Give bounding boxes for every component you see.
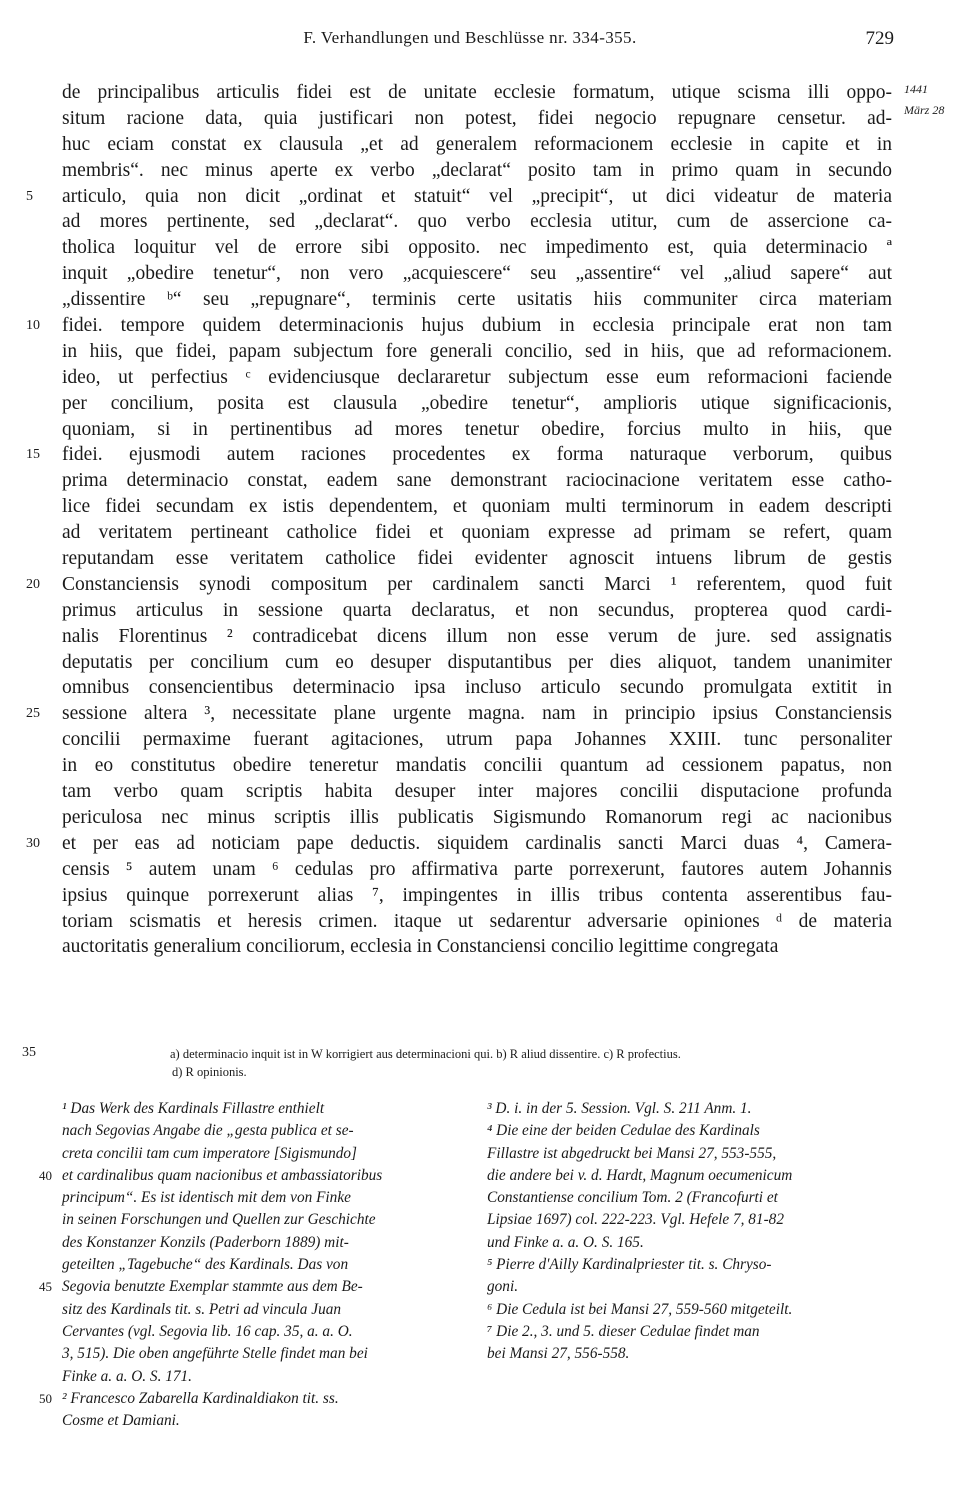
footnote-line: 3, 515). Die oben angeführte Stelle findet man bei xyxy=(62,1345,368,1363)
text-line: per concilium, posita est clausula „obedire tenetur“, amplioris utique significacionis, xyxy=(62,392,892,414)
text-line: membris“. nec minus aperte ex verbo „declarat“ posito tam in primo quam in secundo xyxy=(62,159,892,181)
line-number: 10 xyxy=(26,318,40,334)
line-number: 5 xyxy=(26,188,33,204)
footnote-line: in seinen Forschungen und Quellen zur Geschichte xyxy=(62,1211,376,1229)
text-line: Constanciensis synodi compositum per cardinalem sancti Marci ¹ referentem, quod fuit 20 xyxy=(62,572,892,598)
margin-date: März 28 xyxy=(904,103,945,117)
page-header xyxy=(0,28,960,58)
line-number: 20 xyxy=(26,576,40,592)
footnote-line: et cardinalibus quam nacionibus et ambassiatoribus 40 xyxy=(62,1165,462,1187)
text-line: situm racione data, quia justificari non potest, fidei negocio repugnare censetur. ad- xyxy=(62,107,892,129)
footnote-line: geteilten „Tagebuche“ des Kardinals. Das von xyxy=(62,1256,349,1274)
text-line: sessione altera ³, necessitate plane urgente magna. nam in principio ipsius Constanciensis 25 xyxy=(62,701,892,727)
footnote-line: ³ D. i. in der 5. Session. Vgl. S. 211 Anm. 1. xyxy=(487,1100,752,1117)
text-line: lice fidei secundam ex istis dependentem, et quoniam multi terminorum in eadem descripti xyxy=(62,496,892,518)
footnote-line: die andere bei v. d. Hardt, Magnum oecumenicum xyxy=(487,1166,793,1184)
text-line: ad veritatem pertineant catholice fidei et quoniam expresse ad primam se refert, quam xyxy=(62,522,892,544)
text-line: fidei. tempore quidem determinacionis hujus dubium in ecclesia principale erat non tam 10 xyxy=(62,313,892,339)
footnote-line: Cervantes (vgl. Segovia lib. 16 cap. 35, a. a. O. xyxy=(62,1322,353,1340)
text-line: inquit „obedire tenetur“, non vero „acquiescere“ seu „assentire“ vel „aliud sapere“ aut xyxy=(62,263,892,285)
footnote-line: principum“. Es ist identisch mit dem von Finke xyxy=(62,1189,351,1207)
text-line: periculosa nec minus scriptis illis publicatis Sigismundo Romanorum regi ac nacionibus xyxy=(62,806,892,828)
text-line: fidei. ejusmodi autem raciones procedentes ex forma naturaque verborum, quibus 15 xyxy=(62,442,892,468)
footnote-line: bei Mansi 27, 556-558. xyxy=(487,1345,630,1363)
text-line: toriam scismatis et heresis crimen. itaque ut sedarentur adversarie opiniones ᵈ de materia xyxy=(62,910,892,932)
line-number: 30 xyxy=(26,835,40,851)
footnote-line: Lipsiae 1697) col. 222-223. Vgl. Hefele 7, 81-82 xyxy=(487,1211,784,1229)
text-line: tholica loquitur vel de errore sibi opposito. nec impedimento est, quia determinacio ª xyxy=(62,237,892,259)
text-line: censis ⁵ autem unam ⁶ cedulas pro affirmativa parte porrexerunt, fautores autem Johannis xyxy=(62,858,892,880)
text-line: prima determinacio constat, eadem sane demonstrant raciocinacione veritatem esse catho- xyxy=(62,470,892,492)
footnote-line: ⁴ Die eine der beiden Cedulae des Kardinals xyxy=(487,1122,760,1140)
footnote-line: des Konstanzer Konzils (Paderborn 1889) mit- xyxy=(62,1233,349,1251)
text-line: huc eciam constat ex clausula „et ad generalem reformacionem ecclesie in capite et in xyxy=(62,133,892,155)
text-line: de principalibus articulis fidei est de unitate ecclesie formatum, utique scisma illi oppo- xyxy=(62,82,892,103)
running-head: F. Verhandlungen und Beschlüsse nr. 334-355. xyxy=(303,28,637,47)
text-line: concilii permaxime fuerant agitaciones, utrum papa Johannes XXIII. tunc personaliter xyxy=(62,729,892,751)
line-number: 15 xyxy=(26,447,40,463)
apparatus-line: d) R opinionis. xyxy=(172,1065,247,1079)
footnote-line: Cosme et Damiani. xyxy=(62,1412,180,1430)
text-line: ad mores pertinente, sed „declarat“. quo verbo ecclesia utitur, cum de assercione ca- xyxy=(62,211,892,233)
critical-apparatus xyxy=(170,1045,900,1081)
text-line: in eo constitutus obedire teneretur mandatis concilii quantum ad cessionem papatus, non xyxy=(62,755,892,777)
main-text-block xyxy=(26,80,892,960)
text-line: tam verbo quam scriptis habita desuper inter majores concilii disputacione profunda xyxy=(62,781,892,803)
footnote-line: nach Segovias Angabe die „gesta publica et se- xyxy=(62,1122,354,1140)
footnote-line: ⁵ Pierre d'Ailly Kardinalpriester tit. s. Chryso- xyxy=(487,1256,772,1274)
footnote-line: ⁶ Die Cedula ist bei Mansi 27, 559-560 mitgeteilt. xyxy=(487,1300,793,1318)
footnote-line: und Finke a. a. O. S. 165. xyxy=(487,1233,644,1251)
text-line: reputandam esse veritatem catholice fidei evidenter agnoscit intuens librum de gestis xyxy=(62,548,892,570)
footnote-line: Segovia benutzte Exemplar stammte aus dem Be- 45 xyxy=(62,1276,462,1298)
text-line: et per eas ad noticiam pape deductis. siquidem cardinalis sancti Marci duas ⁴, Camera- 30 xyxy=(62,831,892,857)
text-line: „dissentire ᵇ“ seu „repugnare“, terminis certe usitatis hiis communiter circa materiam xyxy=(62,289,892,311)
margin-year: 1441 xyxy=(904,82,928,96)
footnote-line: ² Francesco Zabarella Kardinaldiakon tit. ss. 50 xyxy=(62,1388,462,1410)
footnote-line: sitz des Kardinals tit. s. Petri ad vincula Juan xyxy=(62,1300,342,1318)
text-line: deputatis per concilium cum eo desuper disputantibus per dies aliquot, tandem unanimiter xyxy=(62,651,892,673)
text-line: ipsius quinque porrexerunt alias ⁷, impingentes in illis tribus contenta asserentibus fau- xyxy=(62,884,892,906)
apparatus-line: a) determinacio inquit ist in W korrigiert aus determinacioni qui. b) R aliud dissentire. c) R profectius. xyxy=(170,1047,681,1061)
footnote-line: Finke a. a. O. S. 171. xyxy=(62,1367,193,1385)
text-line: quoniam, si in pertinentibus ad mores tenetur obedire, forcius multo in hiis, que xyxy=(62,418,892,440)
line-number: 45 xyxy=(39,1279,52,1295)
apparatus-line-number: 35 xyxy=(22,1045,36,1060)
footnotes-right-column xyxy=(487,1098,894,1366)
text-line: auctoritatis generalium conciliorum, ecclesia in Constanciensi concilio legittime congregata xyxy=(62,936,779,958)
text-line: omnibus consencientibus determinacio ipsa incluso articulo secundo promulgata extitit in xyxy=(62,677,892,699)
footnote-line: ⁷ Die 2., 3. und 5. dieser Cedulae findet man xyxy=(487,1322,760,1340)
text-line: in hiis, que fidei, papam subjectum fore generali concilio, sed in hiis, que ad reformacionem. xyxy=(62,340,892,362)
footnote-line: goni. xyxy=(487,1278,519,1296)
page-number: 729 xyxy=(865,28,894,49)
text-line: primus articulus in sessione quarta declaratus, et non secundus, propterea quod cardi- xyxy=(62,599,892,621)
line-number: 50 xyxy=(39,1390,52,1406)
text-line: articulo, quia non dicit „ordinat et statuit“ vel „precipit“, ut dici videatur de materia 5 xyxy=(62,184,892,210)
footnote-line: Fillastre ist abgedruckt bei Mansi 27, 553-555, xyxy=(487,1144,777,1162)
text-line: ideo, ut perfectius ᶜ evidenciusque declararetur subjectum esse eum reformacioni faciende xyxy=(62,366,892,388)
footnotes-left-column xyxy=(39,1098,462,1432)
text-line: nalis Florentinus ² contradicebat dicens illum non esse verum de jure. sed assignatis xyxy=(62,625,892,647)
margin-date-note xyxy=(904,79,958,121)
line-number: 40 xyxy=(39,1167,52,1183)
footnote-line: ¹ Das Werk des Kardinals Fillastre enthielt xyxy=(62,1100,325,1117)
footnote-line: Constantiense concilium Tom. 2 (Francofurti et xyxy=(487,1189,778,1207)
footnote-line: creta concilii tam cum imperatore [Sigismundo] xyxy=(62,1144,357,1162)
line-number: 25 xyxy=(26,706,40,722)
